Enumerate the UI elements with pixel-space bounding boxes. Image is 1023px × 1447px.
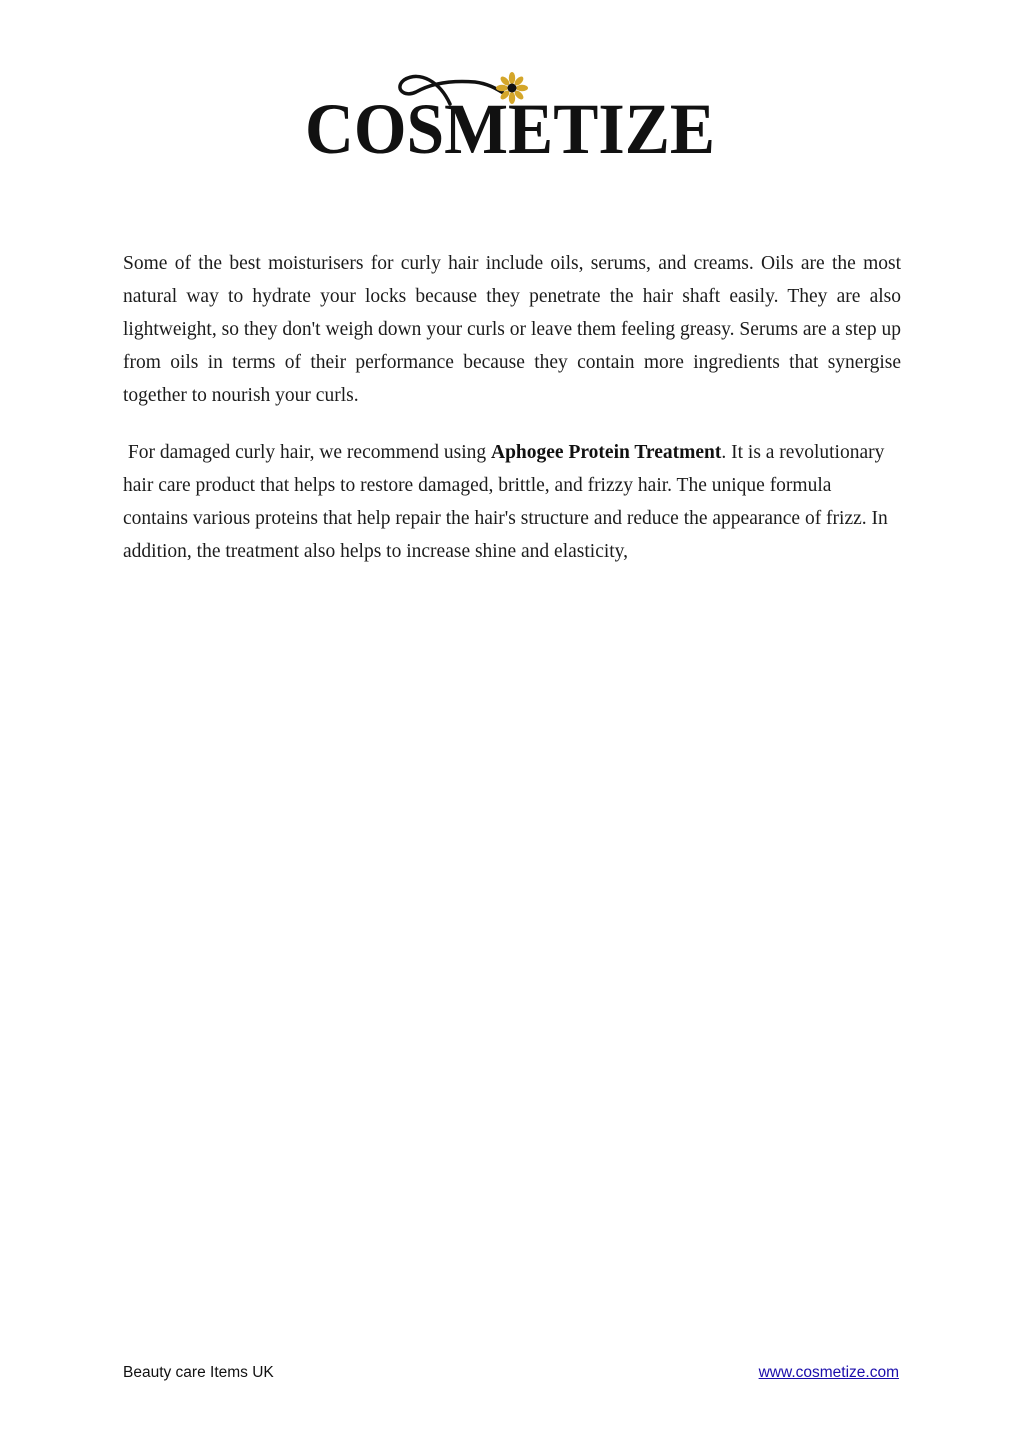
paragraph-1-text: Some of the best moisturisers for curly hair include oils, serums, and creams. Oils are the most natural way to hydrate your locks because they penetrate the hair shaft easily. They are also lightweight, so they don't weigh down your curls or leave them feeling greasy. Serums are a step up from oils in terms of their performance because they contain more ingredients that synergise together to nourish your curls. [123, 253, 901, 406]
paragraph-2-intro: For damaged curly hair, we recommend using [123, 442, 491, 463]
paragraph-2-text [123, 436, 901, 568]
footer-website-link[interactable]: www.cosmetize.com [758, 1364, 899, 1381]
cosmetize-logo [300, 62, 720, 162]
logo-graphic [300, 62, 720, 162]
paragraph-1 [123, 247, 901, 412]
paragraph-2-rest: . It is a revolutionary hair care product that helps to restore damaged, brittle, and frizzy hair. The unique formula contains various proteins that help repair the hair's structure and reduce the appearance of frizz. In addition, the treatment also helps to increase shine and elasticity, [123, 442, 888, 562]
paragraph-2 [123, 436, 901, 568]
logo-wordmark: COSMETIZE [305, 89, 715, 162]
product-name: Aphogee Protein Treatment [491, 442, 722, 463]
footer-tagline: Beauty care Items UK [123, 1364, 274, 1381]
